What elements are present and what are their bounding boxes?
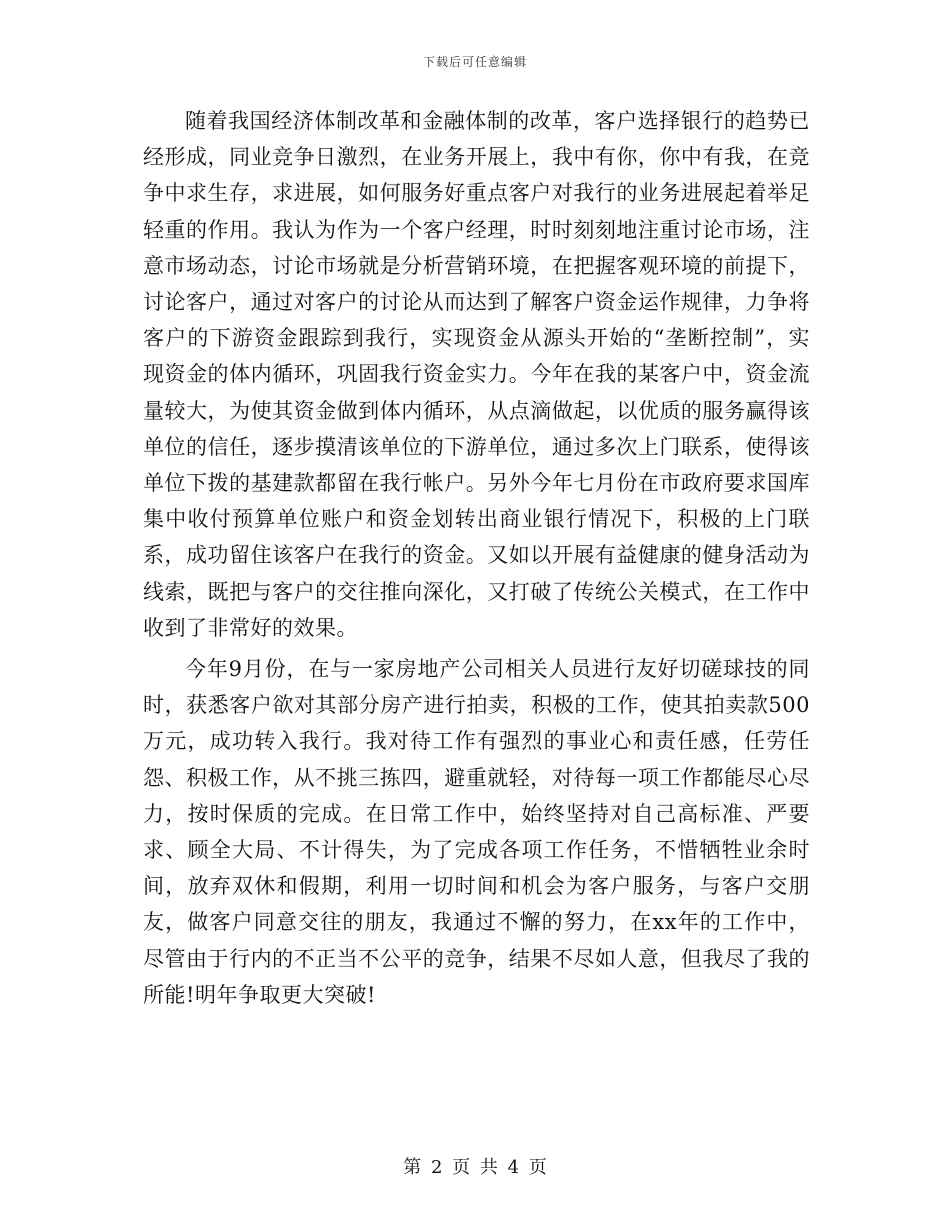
page-number: 第 2 页 共 4 页 bbox=[403, 1157, 547, 1178]
paragraph-1: 随着我国经济体制改革和金融体制的改革，客户选择银行的趋势已经形成，同业竞争日激烈，在业务开展上，我中有你，你中有我，在竞争中求生存，求进展，如何服务好重点客户对我行的业务进展起着举足轻重的作用。我认为作为一个客户经理，时时刻刻地注重讨论市场，注意市场动态，讨论市场就是分析营销环境，在把握客观环境的前提下，讨论客户，通过对客户的讨论从而达到了解客户资金运作规律，力争将客户的下游资金跟踪到我行，实现资金从源头开始的“垄断控制”，实现资金的体内循环，巩固我行资金实力。今年在我的某客户中，资金流量较大，为使其资金做到体内循环，从点滴做起，以优质的服务赢得该单位的信任，逐步摸清该单位的下游单位，通过多次上门联系，使得该单位下拨的基建款都留在我行帐户。另外今年七月份在市政府要求国库集中收付预算单位账户和资金划转出商业银行情况下，积极的上门联系，成功留住该客户在我行的资金。又如以开展有益健康的健身活动为线索，既把与客户的交往推向深化，又打破了传统公关模式，在工作中收到了非常好的效果。 bbox=[143, 109, 810, 640]
page-header: 下载后可任意编辑 bbox=[422, 55, 527, 69]
paragraph-2: 今年9月份，在与一家房地产公司相关人员进行友好切磋球技的同时，获悉客户欲对其部分房产进行拍卖，积极的工作，使其拍卖款500万元，成功转入我行。我对待工作有强烈的事业心和责任感，任劳任怨、积极工作，从不挑三拣四，避重就轻，对待每一项工作都能尽心尽力，按时保质的完成。在日常工作中，始终坚持对自己高标准、严要求、顾全大局、不计得失，为了完成各项工作任务，不惜牺牲业余时间，放弃双休和假期，利用一切时间和机会为客户服务，与客户交朋友，做客户同意交往的朋友，我通过不懈的努力，在xx年的工作中，尽管由于行内的不正当不公平的竞争，结果不尽如人意，但我尽了我的所能!明年争取更大突破! bbox=[143, 657, 810, 1007]
document-body bbox=[143, 103, 810, 1018]
